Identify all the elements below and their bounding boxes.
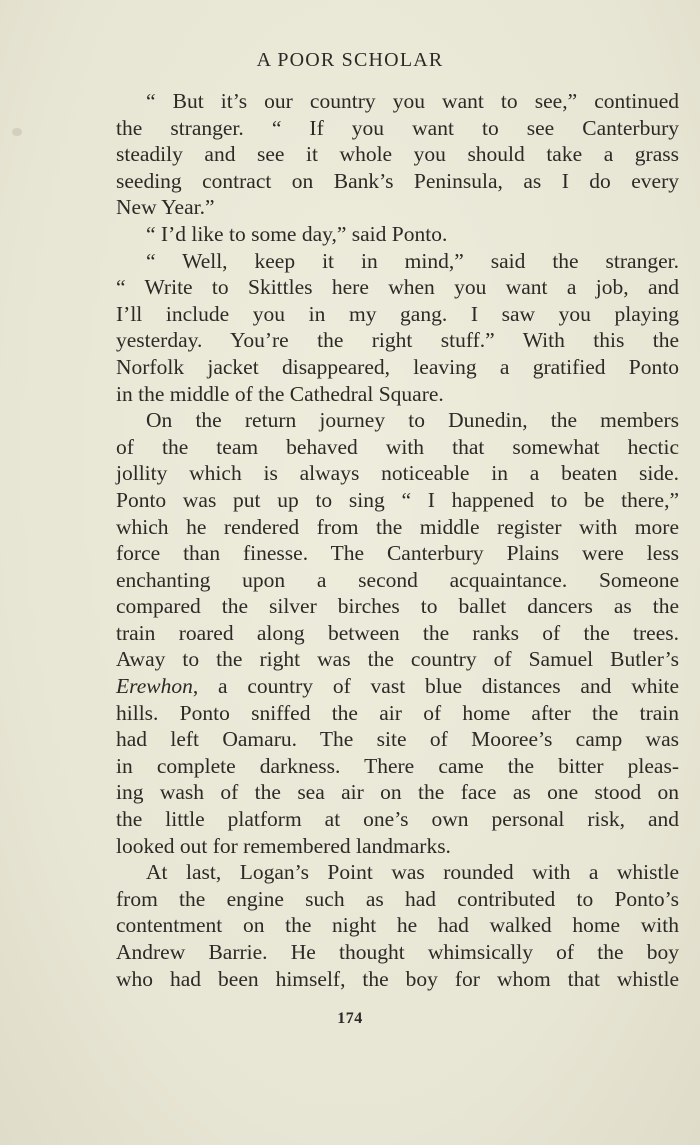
paragraph — [116, 248, 679, 408]
page-body — [116, 88, 679, 992]
text-line: ing wash of the sea air on the face as one stood on — [116, 780, 679, 805]
text-line: in the middle of the Cathedral Square. — [116, 381, 444, 406]
text-line: from the engine such as had contributed to Ponto’s — [116, 886, 679, 911]
text-line: “ But it’s our country you want to see,” continued — [146, 89, 679, 113]
text-line-rest: , a country of vast blue distances and white — [192, 674, 679, 699]
text-line: seeding contract on Bank’s Peninsula, as I do every — [116, 168, 679, 193]
text-line: New Year.” — [116, 195, 215, 220]
text-line: train roared along between the ranks of the trees. — [116, 620, 679, 645]
text-line: force than finesse. The Canterbury Plains were less — [116, 541, 679, 566]
text-line: “ Well, keep it in mind,” said the stranger. — [146, 248, 679, 273]
text-line: contentment on the night he had walked home with — [116, 913, 679, 938]
page-number: 174 — [337, 1010, 363, 1027]
paragraph — [116, 407, 679, 859]
text-line: which he rendered from the middle register with more — [116, 514, 679, 539]
book-title-erewhon: Erewhon — [116, 674, 193, 699]
text-line: jollity which is always noticeable in a beaten side. — [116, 461, 679, 486]
text-line: Away to the right was the country of Samuel Butler’s — [116, 647, 679, 672]
text-line: compared the silver birches to ballet dancers as the — [116, 594, 679, 619]
paragraph — [116, 221, 679, 248]
paragraph — [116, 88, 679, 221]
text-line: Norfolk jacket disappeared, leaving a gratified Ponto — [116, 354, 679, 379]
text-line: “ I’d like to some day,” said Ponto. — [146, 221, 448, 246]
text-line: the stranger. “ If you want to see Canterbury — [116, 115, 679, 140]
page-smudge — [12, 128, 22, 136]
text-line: On the return journey to Dunedin, the members — [146, 408, 679, 433]
text-line: the little platform at one’s own personal risk, and — [116, 807, 679, 832]
text-line: looked out for remembered landmarks. — [116, 833, 451, 858]
text-line: yesterday. You’re the right stuff.” With this the — [116, 328, 679, 353]
text-line: of the team behaved with that somewhat hectic — [116, 434, 679, 459]
paragraph — [116, 859, 679, 992]
text-line-erewhon — [116, 673, 679, 700]
text-line: “ Write to Skittles here when you want a job, and — [116, 275, 679, 300]
text-line: steadily and see it whole you should take a grass — [116, 142, 679, 167]
text-line: Andrew Barrie. He thought whimsically of the boy — [116, 940, 679, 964]
running-header: A POOR SCHOLAR — [256, 49, 444, 71]
text-line: Ponto was put up to sing “ I happened to be there,” — [116, 487, 679, 512]
text-line: who had been himself, the boy for whom that whistle — [116, 966, 679, 991]
text-line: in complete darkness. There came the bitter pleas- — [116, 753, 679, 778]
text-line: enchanting upon a second acquaintance. Someone — [116, 567, 679, 592]
text-line: At last, Logan’s Point was rounded with a whistle — [146, 860, 679, 885]
text-line: had left Oamaru. The site of Mooree’s camp was — [116, 727, 679, 752]
text-line: I’ll include you in my gang. I saw you playing — [116, 301, 679, 326]
text-line: hills. Ponto sniffed the air of home after the train — [116, 700, 679, 725]
